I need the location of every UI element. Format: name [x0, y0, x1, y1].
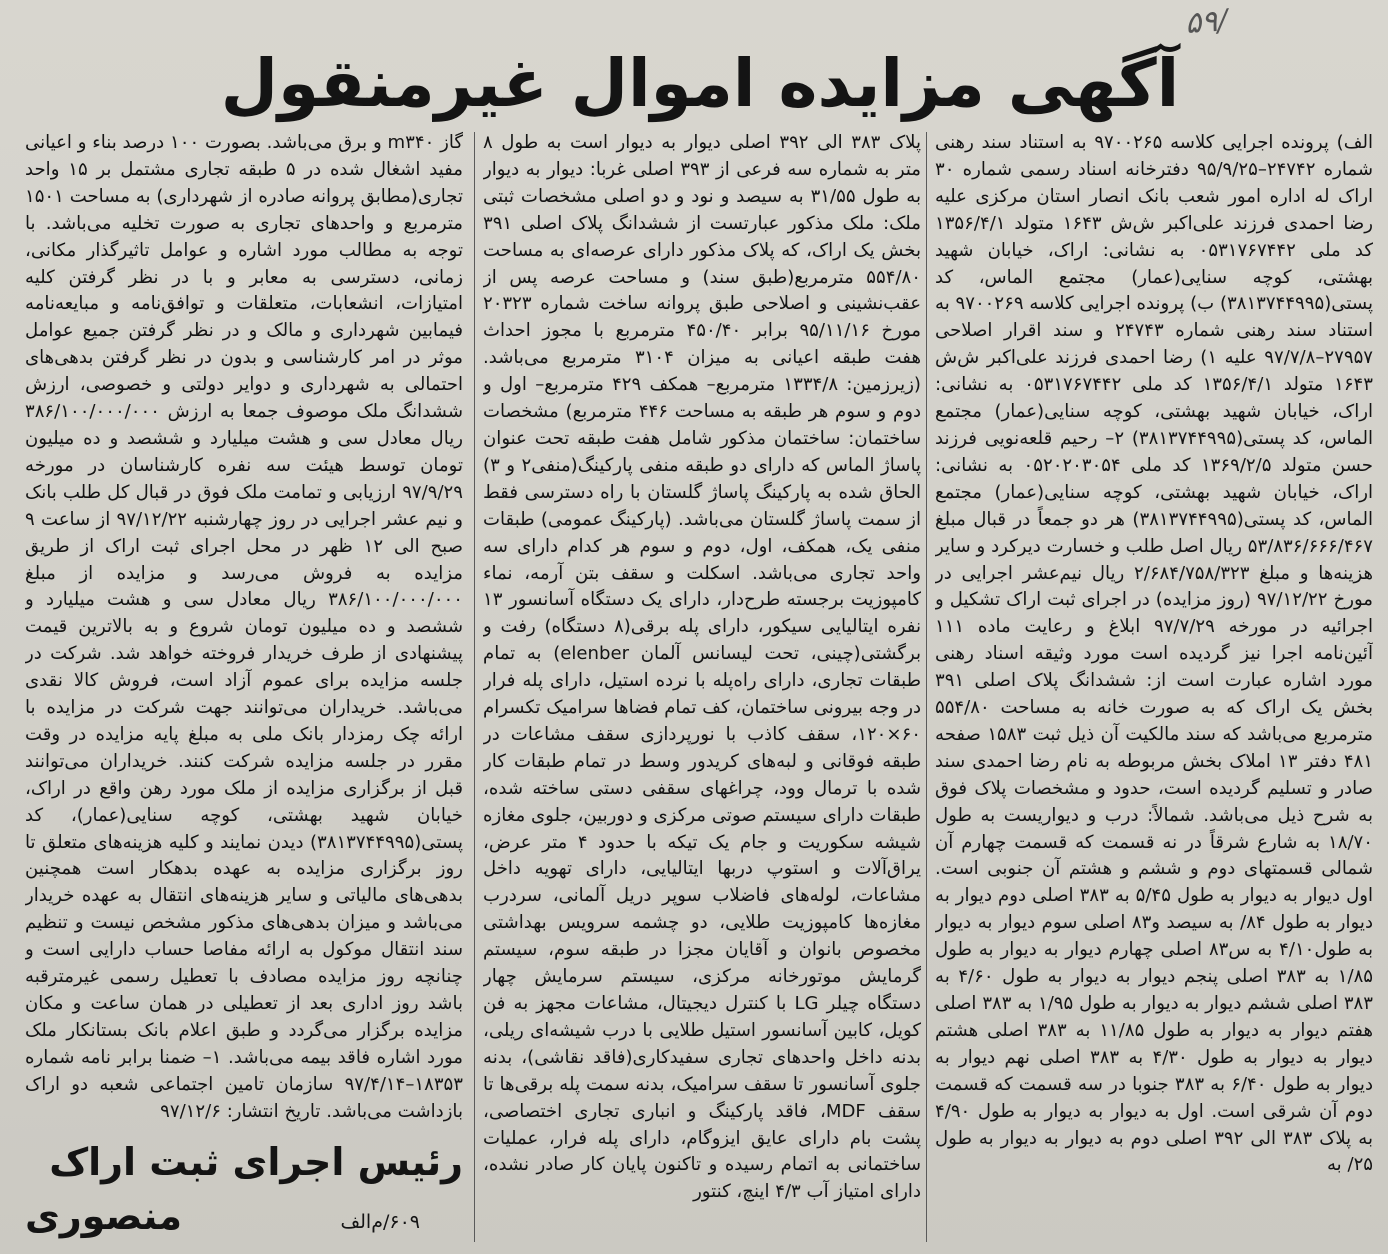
column-middle — [483, 130, 921, 1250]
signer-name: منصوری — [25, 1194, 183, 1238]
column-middle-text: پلاک ۳۸۳ الی ۳۹۲ اصلی دیوار به دیوار است به طول ۸ متر به شماره سه فرعی از ۳۹۳ اصلی غربا: دیوار به دیوار به طول ۳۱/۵۵ به سیصد و نود و دو اصلی مشخصات ثبتی ملک: ملک مذکور عبارتست از ششدانگ پلاک اصلی ۳۹۱ بخش یک اراک، که پلاک مذکور دارای عرصه‌ای به مساحت ۵۵۴/۸۰ مترمربع(طبق سند) و مساحت عرصه پس از عقب‌نشینی و اصلاحی طبق پروانه ساخت شماره ۲۰۳۲۳ مورخ ۹۵/۱۱/۱۶ برابر ۴۵۰/۴۰ مترمربع با مجوز احداث هفت طبقه اعیانی به میزان ۳۱۰۴ مترمربع می‌باشد. (زیرزمین: ۱۳۳۴/۸ مترمربع– همکف ۴۲۹ مترمربع– اول و دوم و سوم هر طبقه به مساحت ۴۴۶ مترمربع) مشخصات ساختمان: ساختمان مذکور شامل هفت طبقه تحت عنوان پاساژ الماس که دارای دو طبقه منفی پارکینگ(منفی۲ و ۳) الحاق شده به پارکینگ پاساژ گلستان با راه دسترسی فقط از سمت پاساژ گلستان می‌باشد. (پارکینگ عمومی) طبقات منفی یک، همکف، اول، دوم و سوم هر کدام دارای سه واحد تجاری می‌باشد. اسکلت و سقف بتن آرمه، نماء کامپوزیت برجسته طرح‌دار، دارای یک دستگاه آسانسور ۱۳ نفره ایتالیایی سیکور، دارای پله برقی(۸ دستگاه) رفت و برگشتی(چینی، تحت لیسانس آلمان elenber) به تمام طبقات تجاری، دارای راه‌پله با نرده استیل، دارای پله فرار در وجه بیرونی ساختمان، کف تمام فضاها سرامیک تکسرام ۶۰×۱۲۰، سقف کاذب با نورپردازی سقف مشاعات در طبقه فوقانی و لبه‌های کریدور وسط در تمام طبقات کار شده با ترمال وود، چراغهای سقفی دستی ساخته شده، طبقات دارای سیستم صوتی مرکزی و دوربین، جلوی مغازه شیشه سکوریت و جام یک تیکه با حدود ۴ متر عرض، یراق‌آلات و استوپ دربها ایتالیایی، دارای تهویه داخل مشاعات، لوله‌های فاضلاب سوپر دریل آلمانی، سردرب مغازه‌ها کامپوزیت طلایی، دو چشمه سرویس بهداشتی مخصوص بانوان و آقایان مجزا در طبقه سوم، سیستم گرمایش موتورخانه مرکزی، سیستم سرمایش چهار دستگاه چیلر LG با کنترل دیجیتال، مشاعات مجهز به فن کویل، کابین آسانسور استیل طلایی با درب شیشه‌ای ریلی، بدنه داخل واحدهای تجاری سفیدکاری(فاقد نقاشی)، بدنه جلوی آسانسور تا سقف سرامیک، بدنه سمت پله برقی‌ها تا سقف MDF، فاقد پارکینگ و انباری تجاری اختصاصی، پشت بام دارای عایق ایزوگام، دارای پله فرار، عملیات ساختمانی به اتمام رسیده و تاکنون پایان کار صادر نشده، دارای امتیاز آب ۴/۳ اینچ، کنتور — [483, 132, 921, 1203]
ad-code: ۶۰۹/م‌الف — [340, 1211, 420, 1233]
column-left — [25, 130, 463, 1145]
column-right-text: الف) پرونده اجرایی کلاسه ۹۷۰۰۲۶۵ به استناد سند رهنی شماره ۲۴۷۴۲–۹۵/۹/۲۵ دفترخانه اسناد رسمی شماره ۳۰ اراک له اداره امور شعب بانک انصار استان مرکزی علیه رضا احمدی فرزند علی‌اکبر ش‌ش ۱۶۴۳ متولد ۱۳۵۶/۴/۱ کد ملی ۰۵۳۱۷۶۷۴۴۲ به نشانی: اراک، خیابان شهید بهشتی، کوچه سنایی(عمار) مجتمع الماس، کد پستی(۳۸۱۳۷۴۴۹۹۵) ب) پرونده اجرایی کلاسه ۹۷۰۰۲۶۹ به استناد سند رهنی شماره ۲۴۷۴۳ و سند اقرار اصلاحی ۲۷۹۵۷–۹۷/۷/۸ علیه ۱) رضا احمدی فرزند علی‌اکبر ش‌ش ۱۶۴۳ متولد ۱۳۵۶/۴/۱ کد ملی ۰۵۳۱۷۶۷۴۴۲ به نشانی: اراک، خیابان شهید بهشتی، کوچه سنایی(عمار) مجتمع الماس، کد پستی(۳۸۱۳۷۴۴۹۹۵) ۲– رحیم قلعه‌نویی فرزند حسن متولد ۱۳۶۹/۲/۵ کد ملی ۰۵۲۰۲۰۳۰۵۴ به نشانی: اراک، خیابان شهید بهشتی، کوچه سنایی(عمار) مجتمع الماس، کد پستی(۳۸۱۳۷۴۴۹۹۵) هر دو جمعاً در قبال مبلغ ۵۳/۸۳۶/۶۶۶/۴۶۷ ریال اصل طلب و خسارت دیرکرد و سایر هزینه‌ها و مبلغ ۲/۶۸۴/۷۵۸/۳۲۳ ریال نیم‌عشر اجرایی در مورخ ۹۷/۱۲/۲۲ (روز مزایده) در اجرای ثبت اراک تشکیل و اجرائیه در مورخه ۹۷/۷/۲۹ ابلاغ و رعایت ماده ۱۱۱ آئین‌نامه اجرا نیز گردیده است مورد وثیقه اسناد رهنی مورد اشاره عبارت است از: ششدانگ پلاک اصلی ۳۹۱ بخش یک اراک که به صورت خانه به مساحت ۵۵۴/۸۰ مترمربع می‌باشد که سند مالکیت آن ذیل ثبت ۱۵۸۳ صفحه ۴۸۱ دفتر ۱۳ املاک بخش مربوطه به نام رضا احمدی سند صادر و تسلیم گردیده است، حدود و مشخصات پلاک فوق به شرح ذیل می‌باشد. شمالاً: درب و دیواریست به طول ۱۸/۷۰ به شارع شرقاً در نه قسمت که قسمت چهارم آن شمالی قسمتهای دوم و ششم و هشتم آن جنوبی است. اول دیوار به دیوار به طول ۵/۴۵ به ۳۸۳ اصلی دوم دیوار به دیوار به طول ۸۴/ به سیصد و۸۳ اصلی سوم دیوار به دیوار به طول۴/۱۰ به س۸۳ اصلی چهارم دیوار به دیوار به طول ۱/۸۵ به ۳۸۳ اصلی پنجم دیوار به دیوار به طول ۴/۶۰ به ۳۸۳ اصلی ششم دیوار به دیوار به طول ۱/۹۵ به ۳۸۳ اصلی هفتم دیوار به دیوار به طول ۱۱/۸۵ به ۳۸۳ اصلی هشتم دیوار به دیوار به طول ۴/۳۰ به ۳۸۳ اصلی نهم دیوار به دیوار به طول ۶/۴۰ به ۳۸۳ جنوبا در سه قسمت که قسمت دوم آن شرقی است. اول به دیوار به دیوار به طول ۴/۹۰ به پلاک ۳۸۳ الی ۳۹۲ اصلی دوم به دیوار به دیوار به طول ۲۵/ به — [935, 132, 1373, 1176]
column-right — [935, 130, 1373, 1250]
signature-title: رئیس اجرای ثبت اراک — [49, 1140, 463, 1184]
column-divider — [926, 132, 927, 1242]
column-divider — [474, 132, 475, 1242]
column-left-text: گاز m۳۴۰ و برق می‌باشد. بصورت ۱۰۰ درصد بناء و اعیانی مفید اشغال شده در ۵ طبقه تجاری مشتمل بر ۱۵ واحد تجاری(مطابق پروانه صادره از شهرداری) به مساحت ۱۵۰۱ مترمربع و واحدهای تجاری به صورت تخلیه می‌باشد. با توجه به مطالب مورد اشاره و عوامل تاثیرگذار مکانی، زمانی، دسترسی به معابر و با در نظر گرفتن کلیه امتیازات، انشعابات، متعلقات و توافق‌نامه و مبایعه‌نامه فیمابین شهرداری و مالک و در نظر گرفتن جمیع عوامل موثر در امر کارشناسی و بدون در نظر گرفتن بدهی‌های احتمالی به شهرداری و دوایر دولتی و خصوصی، ارزش ششدانگ ملک موصوف جمعا به ارزش ۳۸۶/۱۰۰/۰۰۰/۰۰۰ ریال معادل سی و هشت میلیارد و ششصد و ده میلیون تومان توسط هیئت سه نفره کارشناسان در مورخه ۹۷/۹/۲۹ ارزیابی و تمامت ملک فوق در قبال کل طلب بانک و نیم عشر اجرایی در روز چهارشنبه ۹۷/۱۲/۲۲ از ساعت ۹ صبح الی ۱۲ ظهر در محل اجرای ثبت اراک از طریق مزایده به فروش می‌رسد و مزایده از مبلغ ۳۸۶/۱۰۰/۰۰۰/۰۰۰ ریال معادل سی و هشت میلیارد و ششصد و ده میلیون تومان شروع و به بالاترین قیمت پیشنهادی از طرف خریدار فروخته خواهد شد. شرکت در جلسه مزایده برای عموم آزاد است، فروش کالا نقدی می‌باشد. خریداران می‌توانند جهت شرکت در مزایده با ارائه چک رمزدار بانک ملی به مبلغ پایه مزایده در وقت مقرر در جلسه مزایده شرکت کنند. خریداران می‌توانند قبل از برگزاری مزایده از ملک مورد رهن واقع در اراک، خیابان شهید بهشتی، کوچه سنایی(عمار)، کد پستی(۳۸۱۳۷۴۴۹۹۵) دیدن نمایند و کلیه هزینه‌های متعلق تا روز برگزاری مزایده به عهده بدهکار است همچنین بدهی‌های مالیاتی و سایر هزینه‌های انتقال به عهده خریدار می‌باشد و میزان بدهی‌های مذکور مشخص نیست و تنظیم سند انتقال موکول به ارائه مفاصا حساب دارایی است و چنانچه روز مزایده مصادف با تعطیل رسمی غیرمترقبه باشد روز اداری بعد از تعطیلی در همان ساعت و مکان مزایده برگزار می‌گردد و طبق اعلام بانک بستانکار ملک مورد اشاره فاقد بیمه می‌باشد. ۱– ضمنا برابر نامه شماره ۱۸۳۵۳–۹۷/۴/۱۴ سازمان تامین اجتماعی شعبه دو اراک بازداشت می‌باشد. تاریخ انتشار: ۹۷/۱۲/۶ — [25, 132, 463, 1122]
headline: آگهی مزایده اموال غیرمنقول — [220, 45, 1180, 122]
handwritten-note: ۵۹/ — [1183, 3, 1229, 42]
